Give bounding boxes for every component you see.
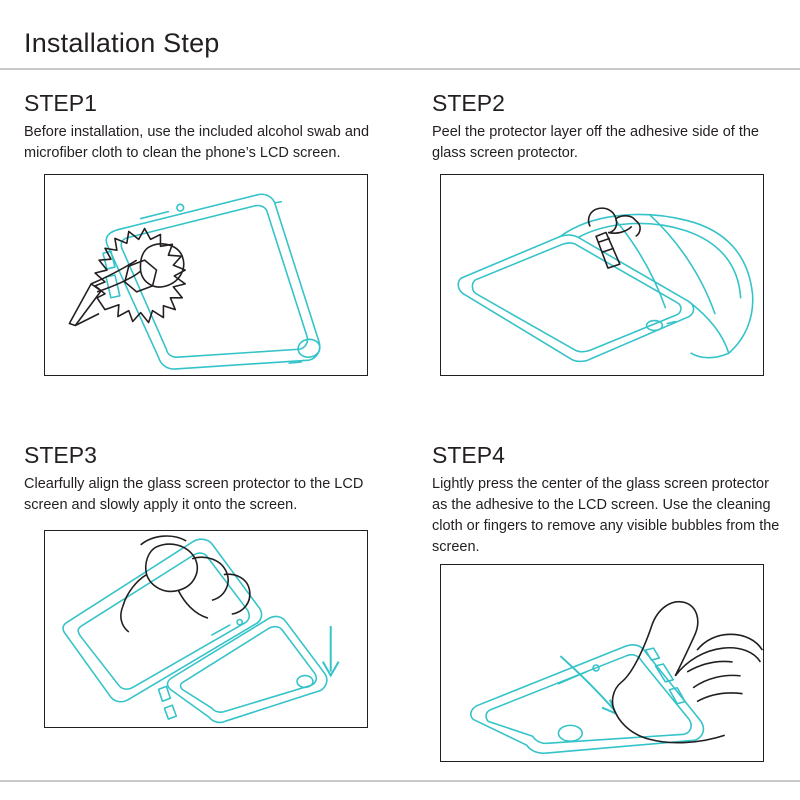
figure-hand-aligning-protector-over-phone <box>44 530 368 728</box>
step-card-3 <box>24 442 384 728</box>
step-body: Peel the protector layer off the adhesive side of the glass screen protector. <box>432 124 759 161</box>
step-heading: STEP1 <box>24 90 97 116</box>
step-card-4 <box>432 442 792 762</box>
figure-finger-pressing-center-of-screen <box>440 564 764 762</box>
step-body: Clearfully align the glass screen protector to the LCD screen and slowly apply it onto the screen. <box>24 476 364 513</box>
bottom-divider <box>0 780 800 782</box>
figure-peeling-protector-film-with-tab <box>440 174 764 376</box>
title-bar <box>0 0 800 68</box>
title-divider <box>0 68 800 70</box>
steps-grid <box>0 74 800 774</box>
step-card-2 <box>432 90 792 376</box>
step-heading: STEP2 <box>432 90 505 116</box>
step-body: Lightly press the center of the glass screen protector as the adhesive to the LCD screen. Use the cleaning cloth or fingers to remove any visible bubbles from the screen. <box>432 476 780 555</box>
step-body: Before installation, use the included alcohol swab and microfiber cloth to clean the phone’s LCD screen. <box>24 124 370 161</box>
step-card-1 <box>24 90 384 376</box>
figure-phone-with-cloth-wiping-screen <box>44 174 368 376</box>
page-title: Installation Step <box>24 28 220 58</box>
step-heading: STEP3 <box>24 442 97 468</box>
step-heading: STEP4 <box>432 442 505 468</box>
